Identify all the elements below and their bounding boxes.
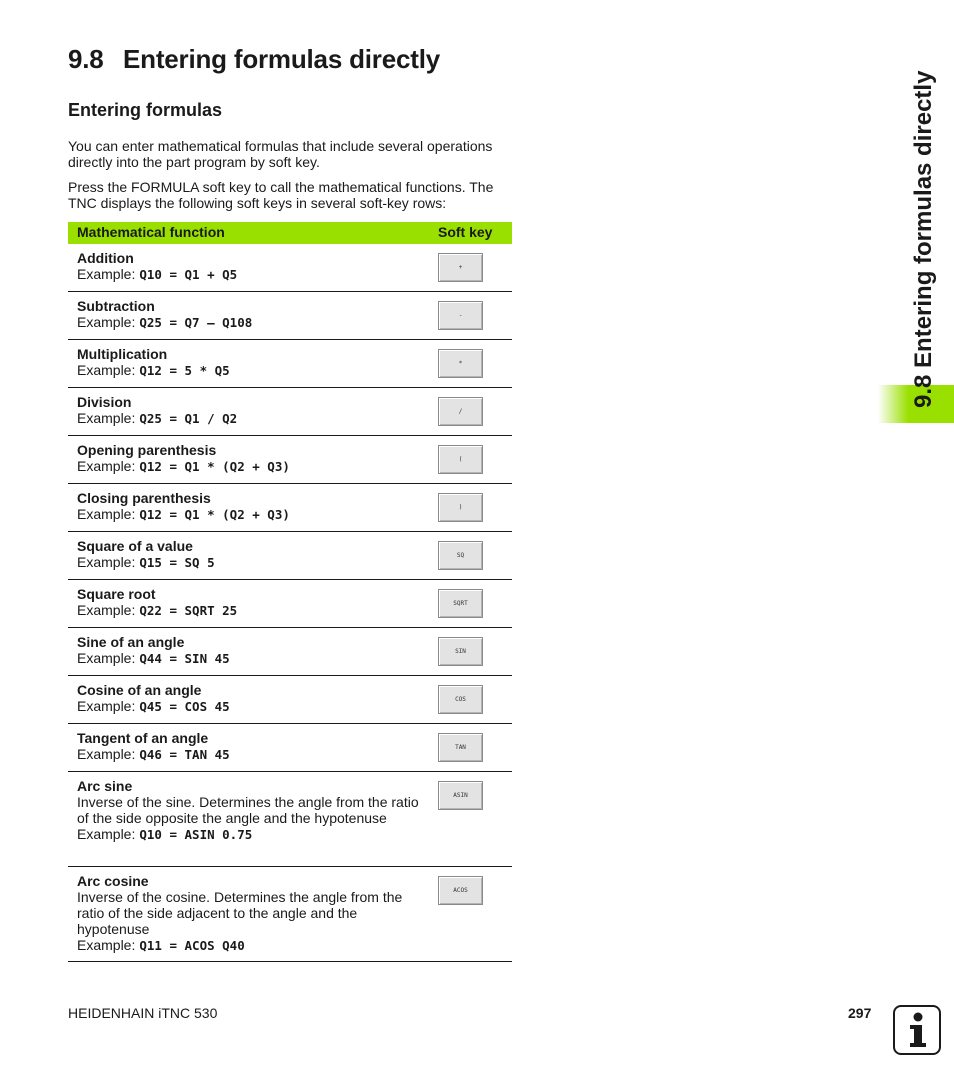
function-name: Tangent of an angle — [77, 730, 209, 746]
example-code: Q12 = 5 * Q5 — [139, 363, 230, 378]
row-text — [77, 394, 422, 427]
example-code: Q45 = COS 45 — [139, 699, 230, 714]
example-line — [77, 266, 422, 283]
function-description: Inverse of the sine. Determines the angle from the ratio of the side opposite the angle and the hypotenuse — [77, 794, 419, 826]
example-line — [77, 506, 422, 523]
example-line — [77, 554, 422, 571]
function-name: Opening parenthesis — [77, 442, 217, 458]
example-line — [77, 410, 422, 427]
softkey-button[interactable]: SQRT — [438, 589, 483, 618]
example-label: Example: — [77, 458, 136, 474]
header-function: Mathematical function — [77, 224, 225, 240]
example-label: Example: — [77, 314, 136, 330]
function-name: Multiplication — [77, 346, 168, 362]
example-line — [77, 826, 422, 843]
row-text — [77, 634, 422, 667]
row-text — [77, 298, 422, 331]
table-row — [68, 580, 512, 628]
example-line — [77, 937, 422, 954]
row-text — [77, 250, 422, 283]
softkey-paragraph: Press the FORMULA soft key to call the mathematical functions. The TNC displays the following soft keys in several soft-key rows: — [68, 179, 494, 211]
function-name: Addition — [77, 250, 134, 266]
row-text — [77, 586, 422, 619]
function-name: Cosine of an angle — [77, 682, 202, 698]
example-label: Example: — [77, 602, 136, 618]
softkey-button[interactable]: ) — [438, 493, 483, 522]
example-code: Q10 = Q1 + Q5 — [139, 267, 238, 282]
example-code: Q25 = Q1 / Q2 — [139, 411, 238, 426]
row-text — [77, 346, 422, 379]
softkey-button[interactable]: ( — [438, 445, 483, 474]
function-description: Inverse of the cosine. Determines the angle from the ratio of the side adjacent to the angle and the hypotenuse — [77, 889, 403, 937]
table-header — [68, 222, 512, 244]
example-line — [77, 602, 422, 619]
example-label: Example: — [77, 266, 136, 282]
section-title: Entering formulas directly — [123, 44, 440, 74]
softkey-button[interactable]: * — [438, 349, 483, 378]
table-row — [68, 484, 512, 532]
table-row — [68, 244, 512, 292]
softkey-button[interactable]: TAN — [438, 733, 483, 762]
table-row — [68, 532, 512, 580]
function-name: Division — [77, 394, 132, 410]
example-code: Q22 = SQRT 25 — [139, 603, 238, 618]
example-label: Example: — [77, 554, 136, 570]
function-name: Arc cosine — [77, 873, 149, 889]
function-name: Square root — [77, 586, 156, 602]
example-line — [77, 746, 422, 763]
functions-table — [68, 222, 512, 962]
softkey-button[interactable]: - — [438, 301, 483, 330]
row-text — [77, 442, 422, 475]
example-label: Example: — [77, 362, 136, 378]
example-label: Example: — [77, 937, 136, 953]
row-text — [77, 538, 422, 571]
row-text — [77, 682, 422, 715]
row-text — [77, 778, 422, 843]
softkey-button[interactable]: ASIN — [438, 781, 483, 810]
info-glyph — [895, 1007, 939, 1053]
example-code: Q11 = ACOS Q40 — [139, 938, 245, 953]
example-code: Q12 = Q1 * (Q2 + Q3) — [139, 459, 290, 474]
example-code: Q10 = ASIN 0.75 — [139, 827, 253, 842]
softkey-button[interactable]: SIN — [438, 637, 483, 666]
example-label: Example: — [77, 506, 136, 522]
example-line — [77, 314, 422, 331]
page-number: 297 — [848, 1005, 872, 1021]
side-tab-label: 9.8 Entering formulas directly — [910, 70, 937, 408]
table-row — [68, 676, 512, 724]
example-code: Q12 = Q1 * (Q2 + Q3) — [139, 507, 290, 522]
example-code: Q25 = Q7 – Q108 — [139, 315, 253, 330]
softkey-button[interactable]: SQ — [438, 541, 483, 570]
row-text — [77, 730, 422, 763]
softkey-button[interactable]: / — [438, 397, 483, 426]
example-code: Q44 = SIN 45 — [139, 651, 230, 666]
example-label: Example: — [77, 698, 136, 714]
table-row — [68, 340, 512, 388]
example-label: Example: — [77, 746, 136, 762]
table-row — [68, 867, 512, 962]
function-name: Arc sine — [77, 778, 133, 794]
example-label: Example: — [77, 650, 136, 666]
page-title — [68, 44, 440, 75]
softkey-button[interactable]: + — [438, 253, 483, 282]
example-label: Example: — [77, 410, 136, 426]
table-row — [68, 388, 512, 436]
table-row — [68, 628, 512, 676]
example-line — [77, 650, 422, 667]
softkey-button[interactable]: ACOS — [438, 876, 483, 905]
example-label: Example: — [77, 826, 136, 842]
row-text — [77, 490, 422, 523]
table-body — [68, 244, 512, 962]
row-text — [77, 873, 422, 954]
table-row — [68, 724, 512, 772]
function-name: Sine of an angle — [77, 634, 185, 650]
info-icon — [893, 1005, 941, 1055]
table-row — [68, 772, 512, 867]
footer-product: HEIDENHAIN iTNC 530 — [68, 1005, 218, 1021]
table-row — [68, 436, 512, 484]
function-name: Square of a value — [77, 538, 193, 554]
example-code: Q15 = SQ 5 — [139, 555, 215, 570]
subheading: Entering formulas — [68, 100, 223, 120]
example-code: Q46 = TAN 45 — [139, 747, 230, 762]
function-name: Closing parenthesis — [77, 490, 211, 506]
intro-paragraph: You can enter mathematical formulas that include several operations directly into the part program by soft key. — [68, 138, 493, 170]
table-row — [68, 292, 512, 340]
section-number: 9.8 — [68, 44, 104, 74]
softkey-button[interactable]: COS — [438, 685, 483, 714]
example-line — [77, 698, 422, 715]
example-line — [77, 458, 422, 475]
function-name: Subtraction — [77, 298, 155, 314]
header-softkey: Soft key — [438, 224, 493, 240]
example-line — [77, 362, 422, 379]
